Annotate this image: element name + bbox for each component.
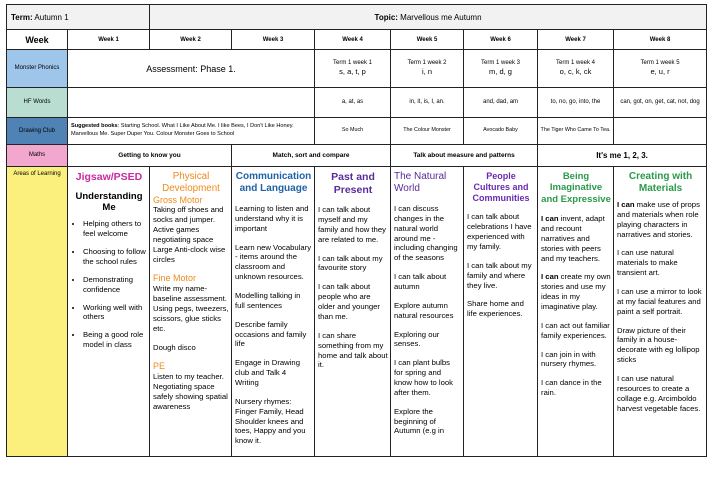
- maths-getting-to-know-you: Getting to know you: [68, 145, 232, 167]
- imaginative-column: [538, 167, 614, 457]
- gross-motor-text: Taking off shoes and socks and jumper. Active games negotiating space Large Anti-clock wise circles: [153, 205, 226, 264]
- list-item: I can talk about my family and where they live.: [467, 260, 532, 290]
- phonics-week-8: Term 1 week 5 e, u, r: [614, 50, 707, 88]
- past-present-heading: Past and Present: [331, 171, 375, 196]
- phonics-label: Monster Phonics: [7, 50, 68, 88]
- list-item: I can make use of props and materials when role playing characters in narratives and stories.: [617, 200, 700, 239]
- list-item: I can discuss changes in the natural world around me - including changing of the seasons: [394, 204, 458, 263]
- week-row: [7, 30, 707, 50]
- drawing-club-row: [7, 118, 707, 145]
- list-item: I can dance in the rain.: [541, 378, 602, 398]
- list-item: I can create my own stories and use my ideas in my imaginative play.: [541, 272, 611, 312]
- suggested-books: Suggested books: Starting School. What I Like About Me. I like Bees, I Don't Like Honey. Marvellous Me. Super Duper You. Colour Monster Goes to School: [68, 118, 315, 145]
- term-value: Autumn 1: [34, 12, 69, 22]
- list-item: I can talk about my favourite story: [318, 253, 383, 273]
- week-5: Week 5: [391, 30, 464, 50]
- psed-heading: Jigsaw/PSED: [75, 171, 143, 183]
- natural-world-heading: The Natural World: [394, 171, 447, 194]
- list-item: • Choosing to follow the school rules: [83, 247, 147, 267]
- creating-column: [614, 167, 707, 457]
- hf-words-row: [7, 88, 707, 118]
- psed-column: [68, 167, 150, 457]
- list-item: Engage in Drawing club and Talk 4 Writing: [235, 358, 300, 388]
- physical-column: [150, 167, 232, 457]
- phonics-row: [7, 50, 707, 88]
- week-2: Week 2: [150, 30, 232, 50]
- maths-label: Maths: [7, 145, 68, 167]
- hf-words-label: HF Words: [7, 88, 68, 118]
- term-cell: [7, 5, 150, 30]
- list-item: Exploring our senses.: [394, 329, 440, 349]
- list-item: Modelling talking in full sentences: [235, 291, 301, 310]
- week-label: Week: [7, 30, 68, 50]
- maths-match-sort-compare: Match, sort and compare: [232, 145, 391, 167]
- list-item: I can use a mirror to look at my facial features and paint a self portrait.: [617, 287, 702, 316]
- phonics-assessment: Assessment: Phase 1.: [68, 50, 315, 88]
- header-row: [7, 5, 707, 30]
- drawing-week-6: Avocado Baby: [464, 118, 538, 145]
- communication-heading: Communication and Language: [235, 171, 312, 194]
- phonics-week-7: Term 1 week 4 o, c, k, ck: [538, 50, 614, 88]
- week-1: Week 1: [68, 30, 150, 50]
- hf-week-5: in, it, is, I, an.: [391, 88, 464, 118]
- list-item: Describe family occasions and family life: [235, 319, 307, 349]
- week-3: Week 3: [232, 30, 315, 50]
- topic-cell: [150, 5, 707, 30]
- dough-disco: Dough disco: [153, 342, 196, 352]
- natural-world-column: [391, 167, 464, 457]
- term-label: Term:: [11, 12, 33, 22]
- list-item: I can use natural materials to make transient art.: [617, 248, 678, 278]
- creating-heading: Creating with Materials: [628, 171, 693, 194]
- people-heading: People Cultures and Communities: [472, 171, 530, 203]
- hf-week-8: can, got, on, get, cat, not, dog: [614, 88, 707, 118]
- fine-motor-text: Write my name-baseline assessment. Using pegs, tweezers, scissors, glue sticks etc.: [153, 284, 229, 333]
- hf-words-empty: [68, 88, 315, 118]
- list-item: I can plant bulbs for spring and know how to look after them.: [394, 358, 453, 397]
- list-item: Learn new Vocabulary - items around the classroom and unknown resources.: [235, 242, 312, 282]
- week-4: Week 4: [315, 30, 391, 50]
- maths-row: [7, 145, 707, 167]
- maths-measure-patterns: Talk about measure and patterns: [391, 145, 538, 167]
- curriculum-table: [6, 4, 707, 457]
- list-item: Learning to listen and understand why it is important: [235, 204, 309, 233]
- list-item: Explore autumn natural resources: [394, 300, 454, 320]
- week-8: Week 8: [614, 30, 707, 50]
- list-item: I can talk about autumn: [394, 272, 447, 292]
- drawing-week-7: The Tiger Who Came To Tea.: [538, 118, 614, 145]
- areas-label: Areas of Learning: [7, 167, 68, 457]
- list-item: I can share something from my home and talk about it.: [318, 330, 388, 370]
- maths-its-me: It's me 1, 2, 3.: [538, 145, 707, 167]
- hf-week-6: and, dad, am: [464, 88, 538, 118]
- list-item: I can talk about myself and my family and how they are related to me.: [318, 205, 386, 244]
- phonics-week-6: Term 1 week 3 m, d, g: [464, 50, 538, 88]
- list-item: • Being a good role model in class: [83, 330, 147, 350]
- psed-subheading: Understanding Me: [75, 190, 143, 213]
- list-item: I can use natural resources to create a collage e.g. Arcimboldo harvest vegetable faces.: [617, 374, 701, 413]
- areas-row: [7, 167, 707, 457]
- list-item: Explore the beginning of Autumn (e.g in: [394, 406, 445, 436]
- phonics-week-4: Term 1 week 1 s, a, t, p: [315, 50, 391, 88]
- physical-heading: Physical Development: [162, 171, 220, 194]
- list-item: Nursery rhymes: Finger Family, Head Shoulder knees and toes, Happy and you know it.: [235, 396, 306, 446]
- week-7: Week 7: [538, 30, 614, 50]
- drawing-week-8: [614, 118, 707, 145]
- past-present-column: [315, 167, 391, 457]
- pe-text: Listen to my teacher. Negotiating space safely showing spatial awareness: [153, 372, 228, 411]
- list-item: • Working well with others: [83, 303, 147, 323]
- topic-value: Marvellous me Autumn: [400, 12, 482, 22]
- phonics-week-5: Term 1 week 2 i, n: [391, 50, 464, 88]
- list-item: I can invent, adapt and recount narratives and stories with peers and my teachers.: [541, 214, 605, 263]
- list-item: Share home and life experiences.: [467, 299, 524, 319]
- drawing-club-label: Drawing Club: [7, 118, 68, 145]
- list-item: Draw picture of their family in a house- decorate with eg lollipop sticks: [617, 325, 700, 365]
- imaginative-heading: Being Imaginative and Expressive: [541, 171, 611, 205]
- week-6: Week 6: [464, 30, 538, 50]
- list-item: I can talk about celebrations I have experienced with my family.: [467, 212, 532, 251]
- topic-label: Topic:: [374, 12, 398, 22]
- list-item: • Helping others to feel welcome: [83, 219, 147, 239]
- pe-heading: PE: [153, 361, 166, 372]
- people-column: [464, 167, 538, 457]
- list-item: I can act out familiar family experiences.: [541, 320, 610, 340]
- list-item: I can join in with nursery rhymes.: [541, 349, 597, 369]
- drawing-week-5: The Colour Monster: [391, 118, 464, 145]
- list-item: • Demonstrating confidence: [83, 275, 147, 295]
- psed-list: [71, 219, 147, 350]
- gross-motor-heading: Gross Motor: [153, 194, 203, 205]
- hf-week-4: a, at, as: [315, 88, 391, 118]
- communication-column: [232, 167, 315, 457]
- fine-motor-heading: Fine Motor: [153, 273, 197, 284]
- list-item: I can talk about people who are older and younger than me.: [318, 282, 380, 321]
- drawing-week-4: So Much: [315, 118, 391, 145]
- hf-week-7: to, no, go, into, the: [538, 88, 614, 118]
